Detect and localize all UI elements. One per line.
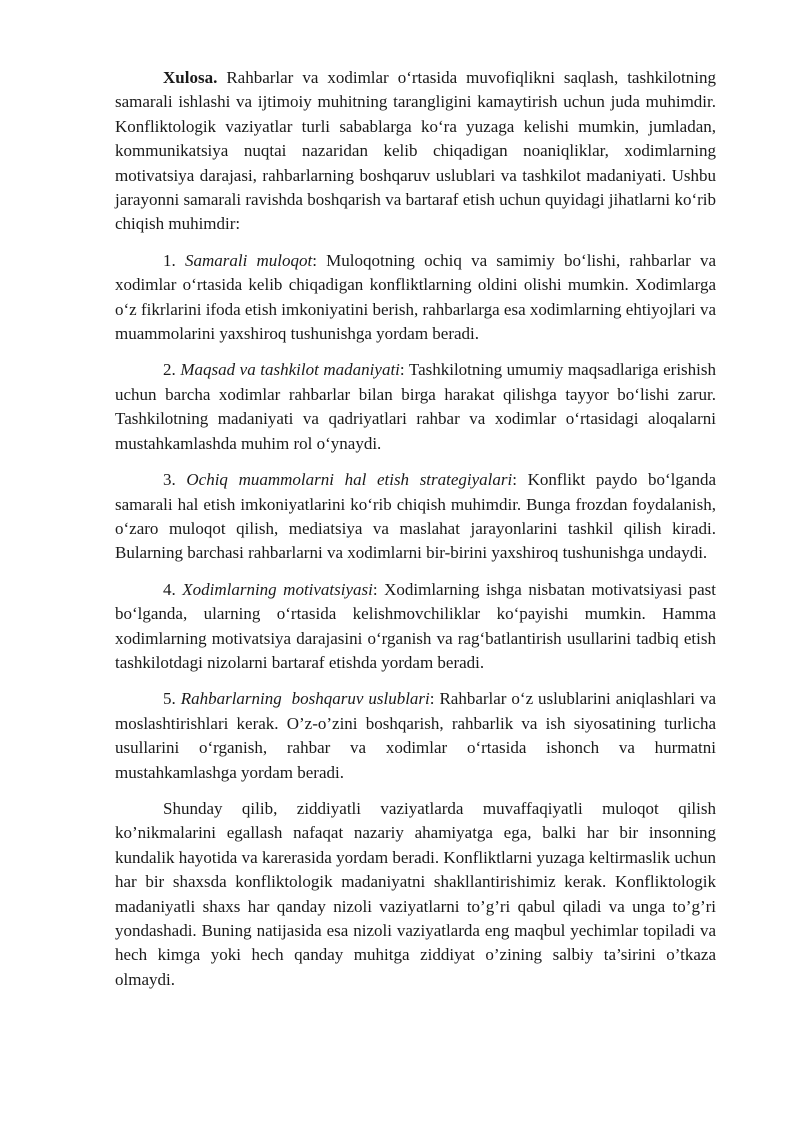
- list-item: [115, 358, 716, 456]
- item-text: : Konflikt paydo bo‘lganda samarali hal etish imkoniyatlarini ko‘rib chiqish muhimdir. Bunga frozdan foydalanish, o‘zaro muloqot qilish, mediatsiya va maslahat jarayonlarini tashkil qilish kiradi. Bularning barchasi rahbarlarni va xodimlarni bir-birini yaxshiroq tushunishga undaydi.: [115, 470, 716, 563]
- item-text: : Rahbarlar o‘z uslublarini aniqlashlari va moslashtirishlari kerak. O’z-o’zini boshqarish, rahbarlik va ish siyosatining turlicha usullarini o‘rganish, rahbar va xodimlar o‘rtasida ishonch va hurmatni mustahkamlashga yordam beradi.: [115, 689, 717, 782]
- conclusion-heading: Xulosa.: [163, 68, 218, 87]
- item-number: 3.: [163, 470, 187, 490]
- conclusion-intro: Rahbarlar va xodimlar o‘rtasida muvofiqlikni saqlash, tashkilotning samarali ishlashi va ijtimoiy muhitning tarangligini kamaytirish uchun juda muhimdir. Konfliktologik vaziyatlar turli sabablarga ko‘ra yuzaga kelishi mumkin, jumladan, kommunikatsiya nuqtai nazaridan kelib chiqadigan noaniqliklar, xodimlarning motivatsiya darajasi, rahbarlarning boshqaruv uslublari va tashkilot madaniyati. Ushbu jarayonni samarali ravishda boshqarish va bartaraf etish uchun quyidagi jihatlarni ko‘rib chiqish muhimdir:: [115, 68, 716, 234]
- item-number: 1.: [163, 250, 185, 270]
- list-item: [115, 687, 716, 785]
- list-item: [115, 578, 716, 676]
- closing-paragraph: Shunday qilib, ziddiyatli vaziyatlarda muvaffaqiyatli muloqot qilish ko’nikmalarini egallash nafaqat nazariy ahamiyatga ega, balki har bir insonning kundalik hayotida va karerasida yordam beradi. Konfliktlarni yuzaga keltirmaslik uchun har bir shaxsda konfliktologik madaniyatni shakllantirishimiz kerak. Konfliktologik madaniyatli shaxs har qanday nizoli vaziyatlarni to’g’ri qabul qiladi va unga to’g’ri yondashadi. Buning natijasida esa nizoli vaziyatlarda eng maqbul yechimlar topiladi va hech kimga yoki hech qanday muhitga ziddiyat o’zining salbiy ta’sirini o’tkaza olmaydi.: [115, 798, 716, 989]
- item-title: Ochiq muammolarni hal etish strategiyalari: [186, 470, 513, 490]
- item-title: Rahbarlarning boshqaruv uslublari: [180, 689, 430, 709]
- item-text: : Tashkilotning umumiy maqsadlariga erishish uchun barcha xodimlar rahbarlar bilan birga harakat qilishga tayyor bo‘lishi zarur. Tashkilotning madaniyati va qadriyatlari rahbar va xodimlar o‘rtasidagi aloqalarni mustahkamlashda muhim rol o‘ynaydi.: [115, 360, 716, 453]
- item-number: 4.: [163, 579, 183, 599]
- list-item: [115, 468, 716, 566]
- item-title: Samarali muloqot: [184, 250, 313, 270]
- item-number: 5.: [163, 689, 181, 709]
- item-number: 2.: [163, 360, 181, 380]
- item-title: Maqsad va tashkilot madaniyati: [180, 360, 400, 380]
- item-text: : Xodimlarning ishga nisbatan motivatsiyasi past bo‘lganda, ularning o‘rtasida kelishmovchiliklar ko‘payishi mumkin. Hamma xodimlarning motivatsiya darajasini o‘rganish va rag‘batlantirish usullarini tadbiq etish tashkilotdagi nizolarni bartaraf etishda yordam beradi.: [115, 579, 716, 672]
- item-text: : Muloqotning ochiq va samimiy bo‘lishi, rahbarlar va xodimlar o‘rtasida kelib chiqadigan konfliktlarning oldini olishi mumkin. Xodimlarga o‘z fikrlarini ifoda etish imkoniyatini berish, rahbarlarga esa xodimlarning ehtiyojlari va muammolarini yaxshiroq tushunishga yordam beradi.: [115, 250, 717, 344]
- list-item: [115, 249, 716, 347]
- item-title: Xodimlarning motivatsiyasi: [182, 579, 373, 599]
- conclusion-paragraph: [115, 66, 716, 237]
